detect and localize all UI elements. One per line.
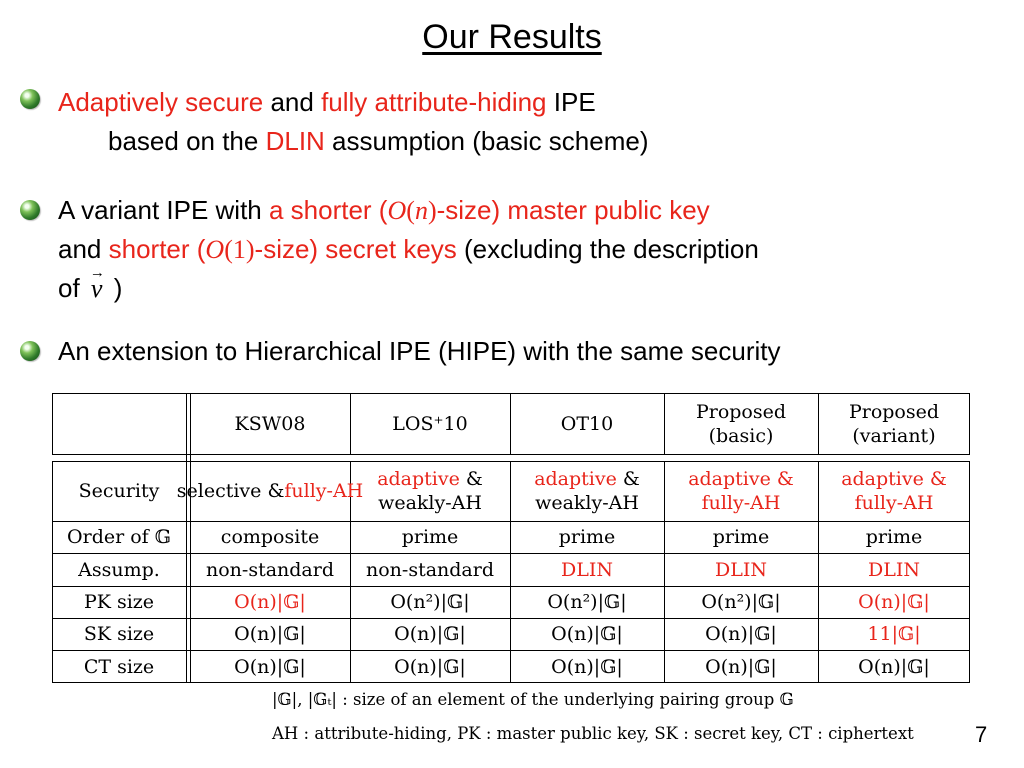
cell-segment: & weakly-AH (535, 468, 640, 514)
bullet-text-segment: and (263, 87, 322, 117)
bullet-text-segment: (excluding the description (456, 234, 759, 264)
cell-segment: O(n)|𝔾| (858, 655, 930, 678)
table-cell (818, 618, 970, 650)
table-cell (510, 521, 664, 553)
cell-segment: O(n)|𝔾| (858, 591, 930, 613)
footnote-1: |𝔾|, |𝔾ₜ| : size of an element of the underlying pairing group 𝔾 (272, 690, 794, 709)
cell-segment: adaptive (534, 468, 617, 490)
bullet-text-segment: n (414, 196, 428, 225)
cell-segment: non-standard (365, 558, 495, 581)
table-cell (664, 553, 818, 586)
table-header-cell (52, 393, 186, 455)
table-cell (350, 521, 510, 553)
cell-segment: O(n²)|𝔾| (390, 591, 470, 613)
table-cell-text (206, 558, 334, 582)
table-cell (818, 521, 970, 553)
table-cell-text (715, 558, 767, 582)
cell-segment: adaptive (377, 468, 460, 490)
table-cell-text (841, 467, 947, 515)
double-rule (186, 393, 187, 683)
table-cell-text (394, 655, 466, 679)
table-cell-text (868, 558, 920, 582)
table-cell-text (234, 655, 306, 679)
table-header-cell: Proposed (basic) (695, 401, 787, 447)
bullet-text-segment: O (205, 235, 225, 264)
bullet-text-segment: Adaptively secure (58, 87, 264, 117)
table-cell-text (561, 558, 613, 582)
table-cell (350, 586, 510, 618)
cell-segment: O(n²)|𝔾| (547, 591, 627, 613)
bullet-text-segment: (1) (224, 235, 255, 264)
cell-segment: DLIN (868, 558, 920, 581)
table-cell-text (866, 525, 923, 549)
slide-title: Our Results (422, 18, 602, 56)
cell-segment: O(n)|𝔾| (394, 623, 466, 645)
table-cell (664, 461, 818, 521)
cell-segment: O(n)|𝔾| (551, 623, 623, 645)
table-cell (664, 521, 818, 553)
table-cell-text (234, 590, 306, 614)
table-row-label: CT size (83, 655, 155, 678)
table-cell-text (867, 622, 920, 646)
cell-segment: fully-AH (284, 480, 364, 502)
table-cell (176, 461, 364, 521)
table-header-cell: Proposed (variant) (848, 401, 940, 447)
table-cell-text (534, 467, 640, 515)
table-cell (510, 553, 664, 586)
bullet-text-segment: → v (87, 269, 107, 308)
cell-segment: prime (865, 526, 923, 548)
table-cell (190, 650, 350, 683)
bullet-text-segment: shorter ( (108, 234, 206, 264)
table-cell (510, 618, 664, 650)
table-cell (190, 618, 350, 650)
table-cell-text (402, 525, 459, 549)
table-header-cell: KSW08 (234, 413, 306, 435)
table-cell (664, 586, 818, 618)
cell-segment: O(n²)|𝔾| (701, 591, 781, 613)
cell-segment: O(n)|𝔾| (234, 623, 306, 645)
cell-segment: selective & (176, 480, 285, 502)
cell-segment: O(n)|𝔾| (234, 655, 306, 678)
table-row-label: Order of 𝔾 (67, 526, 171, 548)
cell-segment: prime (401, 526, 459, 548)
table-cell (190, 553, 350, 586)
table-cell-text (858, 655, 930, 679)
table-cell-text (858, 590, 930, 614)
table-cell (664, 650, 818, 683)
table-cell (190, 521, 350, 553)
cell-segment: O(n)|𝔾| (705, 655, 777, 678)
table-cell-text (390, 590, 469, 614)
cell-segment: non-standard (205, 558, 335, 581)
table-cell-text (559, 525, 616, 549)
table-cell (818, 650, 970, 683)
cell-segment: prime (558, 526, 616, 548)
bullet-text-segment: DLIN (265, 126, 325, 156)
table-row-label: SK size (83, 623, 155, 645)
table-cell (350, 618, 510, 650)
table-cell (510, 586, 664, 618)
table-header-cell: LOS⁺10 (392, 413, 468, 435)
table-cell-text (177, 479, 363, 503)
cell-segment: O(n)|𝔾| (394, 655, 466, 678)
bullet-text-segment: An extension to Hierarchical IPE (HIPE) with the same security (58, 336, 781, 366)
table-cell-text (551, 622, 623, 646)
table-row-label: Assump. (78, 558, 160, 581)
cell-segment: DLIN (715, 558, 767, 581)
table-cell-text (713, 525, 770, 549)
table-cell-text (221, 525, 319, 549)
bullet-text-segment: a shorter ( (268, 195, 388, 225)
cell-segment: adaptive & fully-AH (841, 468, 947, 514)
cell-segment: O(n)|𝔾| (705, 623, 777, 645)
bullet-text-segment: A variant IPE with (58, 195, 269, 225)
table-cell (818, 553, 970, 586)
bullet-text-segment: of (58, 273, 87, 303)
bullet-text-segment: and (58, 234, 109, 264)
table-cell-text (551, 655, 623, 679)
table-cell (664, 618, 818, 650)
table-cell (350, 650, 510, 683)
table-cell (190, 586, 350, 618)
table-cell (510, 650, 664, 683)
cell-segment: O(n)|𝔾| (234, 591, 306, 613)
bullet-text-segment: ) (106, 273, 123, 303)
table-header-cell: OT10 (560, 413, 614, 435)
bullet-text-segment: assumption (basic scheme) (324, 126, 649, 156)
bullet-text-segment: -size) secret keys (254, 234, 457, 264)
table-cell-text (234, 622, 306, 646)
cell-segment: composite (220, 526, 320, 548)
table-row-label: PK size (83, 591, 155, 613)
page-number: 7 (975, 722, 988, 747)
bullet-text-segment: fully attribute-hiding (321, 87, 547, 117)
table-cell-text (394, 622, 466, 646)
table-cell-text (547, 590, 626, 614)
table-cell-text (688, 467, 794, 515)
cell-segment: 11|𝔾| (867, 623, 921, 645)
table-cell (818, 586, 970, 618)
cell-segment: adaptive & fully-AH (688, 468, 794, 514)
table-cell (350, 553, 510, 586)
table-cell (510, 461, 664, 521)
footnote-2: AH : attribute-hiding, PK : master public key, SK : secret key, CT : ciphertext (272, 724, 914, 743)
bullet-text-segment: based on the (108, 126, 266, 156)
bullet-text-segment: ( (406, 196, 415, 225)
bullet-text-segment: O (387, 196, 407, 225)
table-row-label: Security (78, 480, 160, 502)
table-cell (350, 461, 510, 521)
cell-segment: O(n)|𝔾| (551, 655, 623, 678)
table-cell-text (705, 655, 777, 679)
bullet-text-segment: IPE (546, 87, 596, 117)
table-cell-text (705, 622, 777, 646)
bullet-text-segment: ) (427, 196, 437, 225)
table-cell-text (366, 558, 494, 582)
bullet-text-segment: -size) master public key (436, 195, 710, 225)
cell-segment: DLIN (561, 558, 613, 581)
table-cell-text (377, 467, 483, 515)
table-cell (818, 461, 970, 521)
cell-segment: prime (712, 526, 770, 548)
cell-segment: & weakly-AH (378, 468, 483, 514)
table-cell-text (701, 590, 780, 614)
